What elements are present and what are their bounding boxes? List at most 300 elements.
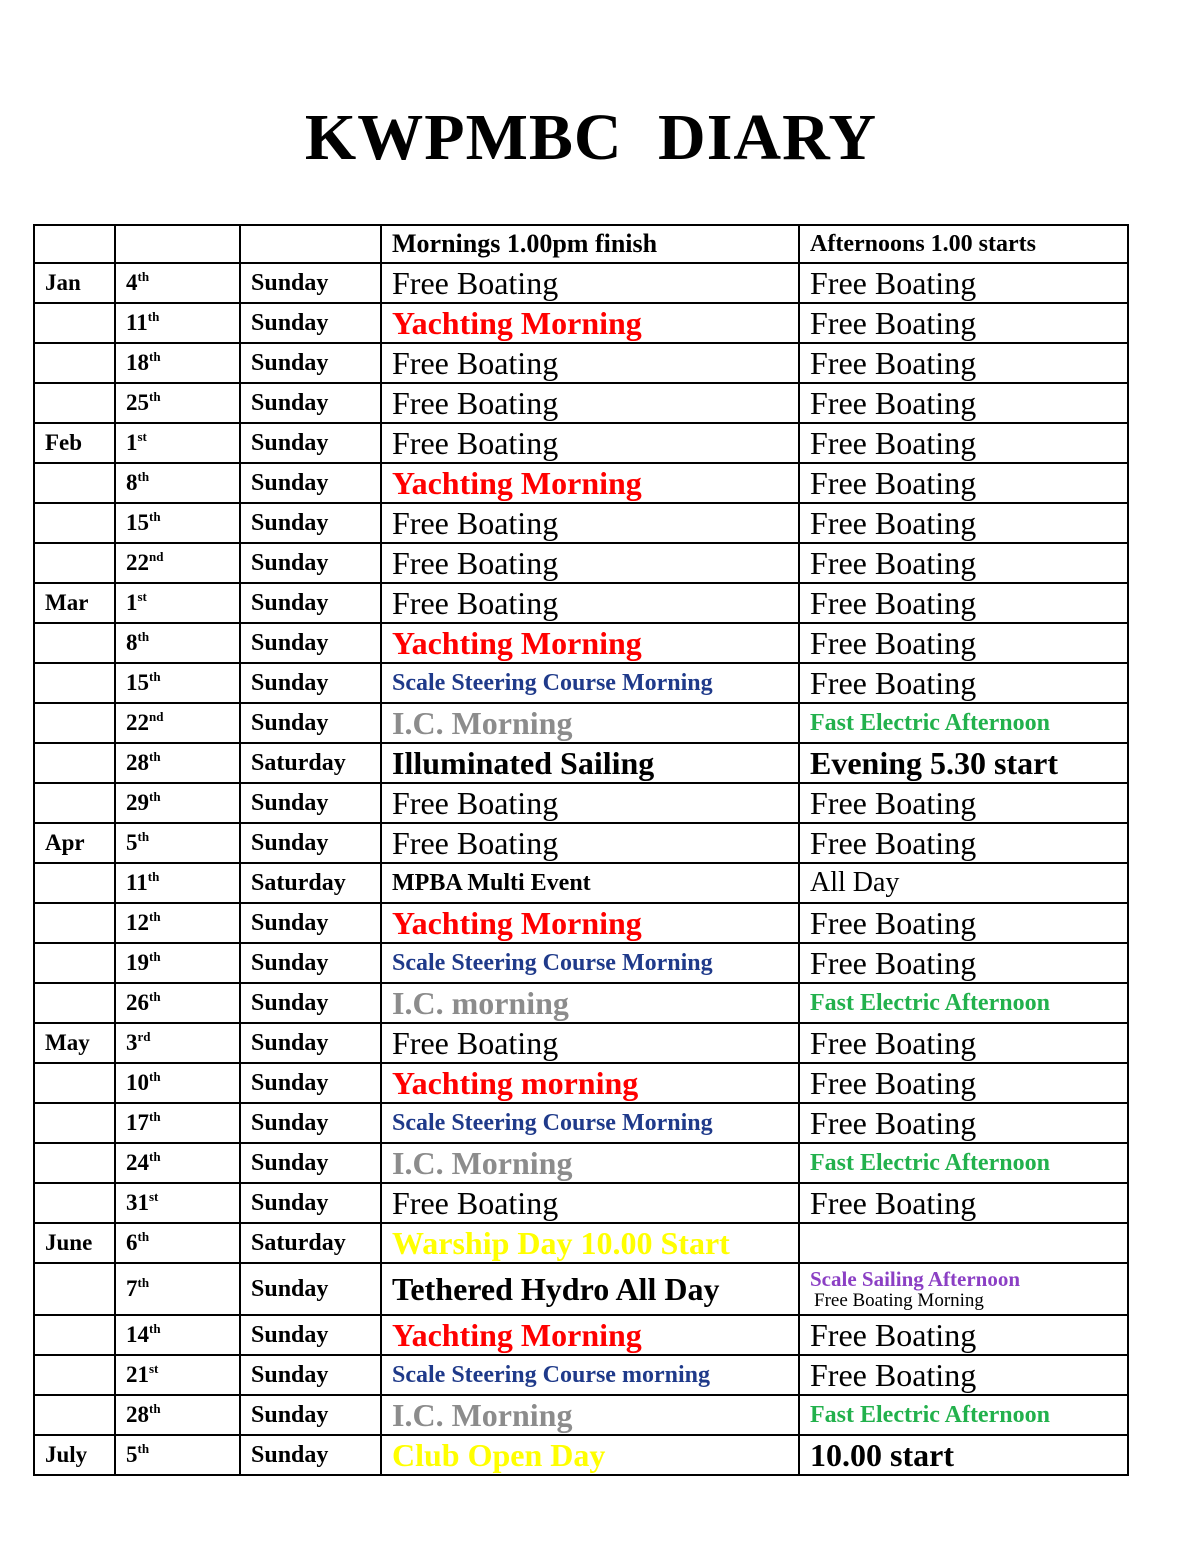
date-cell (115, 263, 240, 303)
afternoon-cell (799, 1395, 1128, 1435)
table-row (34, 943, 1128, 983)
date-cell (115, 343, 240, 383)
morning-cell (381, 303, 799, 343)
afternoon-cell (799, 503, 1128, 543)
afternoon-event: Free Boating (810, 1024, 977, 1061)
date-cell (115, 1063, 240, 1103)
afternoon-cell (799, 1223, 1128, 1263)
month-cell: Mar (34, 583, 115, 623)
morning-event: Free Boating (392, 584, 559, 621)
morning-event: Illuminated Sailing (392, 744, 655, 781)
table-row (34, 543, 1128, 583)
date-number: 15 (126, 670, 149, 695)
afternoon-cell (799, 823, 1128, 863)
date-number: 18 (126, 350, 149, 375)
morning-cell (381, 623, 799, 663)
morning-event: Yachting Morning (392, 904, 642, 941)
day-cell: Sunday (240, 1435, 381, 1475)
afternoon-cell (799, 1103, 1128, 1143)
afternoon-event: Free Boating (810, 504, 977, 541)
afternoon-cell (799, 1063, 1128, 1103)
date-cell (115, 1263, 240, 1315)
day-cell: Sunday (240, 663, 381, 703)
afternoon-event: Evening 5.30 start (810, 744, 1058, 781)
morning-cell (381, 1263, 799, 1315)
date-number: 5 (126, 830, 138, 855)
date-cell (115, 463, 240, 503)
date-cell (115, 783, 240, 823)
morning-cell (381, 263, 799, 303)
date-cell (115, 623, 240, 663)
date-number: 1 (126, 430, 138, 455)
table-header-row (34, 225, 1128, 263)
morning-cell (381, 383, 799, 423)
morning-cell (381, 903, 799, 943)
month-cell: July (34, 1435, 115, 1475)
date-number: 17 (126, 1110, 149, 1135)
day-cell: Sunday (240, 1143, 381, 1183)
date-number: 28 (126, 750, 149, 775)
afternoon-event: Free Boating (810, 1064, 977, 1101)
date-number: 22 (126, 710, 149, 735)
day-cell: Sunday (240, 783, 381, 823)
month-cell (34, 1263, 115, 1315)
afternoon-cell (799, 903, 1128, 943)
afternoon-cell (799, 583, 1128, 623)
day-cell: Sunday (240, 423, 381, 463)
morning-event: Free Boating (392, 784, 559, 821)
morning-event: I.C. morning (392, 984, 569, 1021)
morning-cell (381, 463, 799, 503)
morning-event: Scale Steering Course morning (392, 1361, 710, 1388)
morning-event: I.C. Morning (392, 1396, 573, 1433)
afternoon-cell (799, 1355, 1128, 1395)
month-cell (34, 743, 115, 783)
afternoon-cell (799, 543, 1128, 583)
month-cell (34, 303, 115, 343)
month-cell: Feb (34, 423, 115, 463)
month-cell (34, 1143, 115, 1183)
day-cell: Sunday (240, 1103, 381, 1143)
morning-event: Free Boating (392, 1024, 559, 1061)
date-cell (115, 823, 240, 863)
day-cell: Sunday (240, 903, 381, 943)
date-number: 12 (126, 910, 149, 935)
date-suffix: th (149, 389, 161, 404)
morning-cell (381, 943, 799, 983)
morning-event: I.C. Morning (392, 704, 573, 741)
afternoon-event: Free Boating (810, 264, 977, 301)
morning-cell (381, 423, 799, 463)
date-suffix: th (147, 869, 160, 884)
afternoon-event: Free Boating (810, 904, 977, 941)
diary-table (33, 224, 1129, 1476)
afternoon-cell (799, 343, 1128, 383)
date-suffix: th (137, 829, 150, 844)
morning-cell (381, 1395, 799, 1435)
date-cell (115, 583, 240, 623)
table-row (34, 263, 1128, 303)
page-title: KWPMBC DIARY (304, 101, 878, 174)
date-number: 8 (126, 630, 138, 655)
table-row (34, 1263, 1128, 1315)
morning-event: Yachting Morning (392, 1316, 642, 1353)
day-cell: Sunday (240, 1355, 381, 1395)
morning-cell (381, 983, 799, 1023)
morning-event: Club Open Day (392, 1436, 606, 1473)
afternoon-cell (799, 463, 1128, 503)
month-cell (34, 343, 115, 383)
month-cell (34, 1063, 115, 1103)
afternoon-event: Scale Sailing Afternoon (810, 1267, 1021, 1291)
afternoon-cell (799, 703, 1128, 743)
afternoon-cell (799, 1435, 1128, 1475)
morning-cell (381, 1063, 799, 1103)
morning-event: Free Boating (392, 504, 559, 541)
morning-cell (381, 1143, 799, 1183)
table-row (34, 1143, 1128, 1183)
afternoon-cell (799, 383, 1128, 423)
afternoon-event: Free Boating (810, 464, 977, 501)
header-morning: Mornings 1.00pm finish (381, 225, 799, 263)
afternoon-event: Free Boating (810, 824, 977, 861)
morning-cell (381, 503, 799, 543)
morning-cell (381, 1103, 799, 1143)
table-row (34, 1223, 1128, 1263)
date-suffix: th (149, 789, 161, 804)
date-number: 15 (126, 510, 149, 535)
date-suffix: th (149, 949, 161, 964)
month-cell (34, 1183, 115, 1223)
date-number: 6 (126, 1230, 138, 1255)
morning-event: I.C. Morning (392, 1144, 573, 1181)
table-row (34, 663, 1128, 703)
date-cell (115, 943, 240, 983)
day-cell: Sunday (240, 1183, 381, 1223)
table-row (34, 1023, 1128, 1063)
date-suffix: st (149, 1189, 159, 1204)
date-number: 26 (126, 990, 149, 1015)
date-number: 21 (126, 1362, 149, 1387)
afternoon-event: Free Boating (810, 624, 977, 661)
morning-cell (381, 1023, 799, 1063)
table-row (34, 463, 1128, 503)
date-suffix: st (137, 429, 147, 444)
date-cell (115, 543, 240, 583)
morning-cell (381, 583, 799, 623)
table-row (34, 1435, 1128, 1475)
day-cell: Sunday (240, 983, 381, 1023)
morning-cell (381, 823, 799, 863)
date-number: 11 (126, 870, 148, 895)
afternoon-event: Free Boating (810, 424, 977, 461)
afternoon-cell (799, 783, 1128, 823)
morning-event: Yachting morning (392, 1064, 639, 1101)
month-cell (34, 543, 115, 583)
afternoon-event: Free Boating (810, 1316, 977, 1353)
month-cell (34, 663, 115, 703)
day-cell: Sunday (240, 623, 381, 663)
day-cell: Saturday (240, 1223, 381, 1263)
header-day-cell (240, 225, 381, 263)
date-suffix: th (137, 469, 150, 484)
month-cell (34, 703, 115, 743)
date-number: 19 (126, 950, 149, 975)
table-row (34, 783, 1128, 823)
morning-event: Warship Day 10.00 Start (392, 1224, 730, 1261)
date-number: 10 (126, 1070, 149, 1095)
afternoon-cell (799, 303, 1128, 343)
date-suffix: st (137, 589, 147, 604)
date-cell (115, 863, 240, 903)
date-suffix: th (149, 1069, 161, 1084)
date-cell (115, 1223, 240, 1263)
table-row (34, 303, 1128, 343)
day-cell: Sunday (240, 343, 381, 383)
date-number: 25 (126, 390, 149, 415)
date-cell (115, 1355, 240, 1395)
date-cell (115, 743, 240, 783)
afternoon-event: Free Boating (810, 344, 977, 381)
date-cell (115, 983, 240, 1023)
date-suffix: th (149, 1149, 161, 1164)
date-cell (115, 1103, 240, 1143)
afternoon-event: All Day (810, 867, 900, 898)
date-suffix: th (149, 669, 161, 684)
afternoon-cell (799, 1143, 1128, 1183)
date-number: 28 (126, 1402, 149, 1427)
date-suffix: th (137, 269, 150, 284)
month-cell (34, 783, 115, 823)
day-cell: Sunday (240, 383, 381, 423)
afternoon-cell (799, 263, 1128, 303)
date-cell (115, 423, 240, 463)
date-suffix: th (149, 509, 161, 524)
date-number: 29 (126, 790, 149, 815)
month-cell (34, 983, 115, 1023)
month-cell: June (34, 1223, 115, 1263)
day-cell: Sunday (240, 303, 381, 343)
month-cell (34, 623, 115, 663)
month-cell: Apr (34, 823, 115, 863)
afternoon-cell (799, 1183, 1128, 1223)
day-cell: Sunday (240, 703, 381, 743)
month-cell (34, 463, 115, 503)
table-row (34, 703, 1128, 743)
afternoon-cell (799, 983, 1128, 1023)
month-cell (34, 903, 115, 943)
day-cell: Sunday (240, 463, 381, 503)
date-cell (115, 1395, 240, 1435)
day-cell: Sunday (240, 1395, 381, 1435)
morning-event: Yachting Morning (392, 464, 642, 501)
date-suffix: th (137, 629, 150, 644)
afternoon-cell (799, 943, 1128, 983)
afternoon-note: Free Boating Morning (814, 1290, 984, 1311)
day-cell: Sunday (240, 583, 381, 623)
date-number: 3 (126, 1030, 138, 1055)
table-row (34, 423, 1128, 463)
table-row (34, 983, 1128, 1023)
day-cell: Sunday (240, 1315, 381, 1355)
afternoon-event: Free Boating (810, 784, 977, 821)
date-cell (115, 1023, 240, 1063)
date-suffix: rd (137, 1029, 151, 1044)
date-number: 1 (126, 590, 138, 615)
date-suffix: th (147, 309, 160, 324)
date-cell (115, 663, 240, 703)
afternoon-event: Free Boating (810, 304, 977, 341)
morning-cell (381, 863, 799, 903)
date-suffix: th (149, 1109, 161, 1124)
afternoon-event: 10.00 start (810, 1436, 954, 1473)
date-number: 8 (126, 470, 138, 495)
morning-cell (381, 783, 799, 823)
morning-event: Scale Steering Course Morning (392, 669, 713, 696)
afternoon-event: Free Boating (810, 1356, 977, 1393)
morning-event: Free Boating (392, 264, 559, 301)
morning-cell (381, 743, 799, 783)
date-cell (115, 383, 240, 423)
table-row (34, 383, 1128, 423)
month-cell (34, 1355, 115, 1395)
header-afternoon: Afternoons 1.00 starts (799, 225, 1128, 263)
date-cell (115, 1315, 240, 1355)
day-cell: Sunday (240, 1263, 381, 1315)
day-cell: Sunday (240, 503, 381, 543)
morning-cell (381, 663, 799, 703)
month-cell: Jan (34, 263, 115, 303)
table-row (34, 1395, 1128, 1435)
afternoon-cell (799, 863, 1128, 903)
month-cell (34, 1395, 115, 1435)
morning-event: Free Boating (392, 344, 559, 381)
month-cell (34, 503, 115, 543)
afternoon-cell (799, 423, 1128, 463)
afternoon-cell (799, 743, 1128, 783)
morning-cell (381, 543, 799, 583)
afternoon-cell (799, 1023, 1128, 1063)
date-suffix: nd (149, 549, 164, 564)
date-suffix: nd (149, 709, 164, 724)
morning-cell (381, 703, 799, 743)
table-row (34, 583, 1128, 623)
afternoon-event: Free Boating (810, 384, 977, 421)
morning-event: Scale Steering Course Morning (392, 1109, 713, 1136)
date-number: 22 (126, 550, 149, 575)
afternoon-event: Free Boating (810, 544, 977, 581)
date-cell (115, 1435, 240, 1475)
morning-cell (381, 1355, 799, 1395)
date-cell (115, 903, 240, 943)
day-cell: Sunday (240, 1063, 381, 1103)
afternoon-event: Free Boating (810, 584, 977, 621)
day-cell: Sunday (240, 943, 381, 983)
date-number: 4 (126, 270, 138, 295)
morning-cell (381, 1435, 799, 1475)
header-date-cell (115, 225, 240, 263)
day-cell: Sunday (240, 1023, 381, 1063)
afternoon-event: Fast Electric Afternoon (810, 989, 1050, 1016)
morning-event: Free Boating (392, 384, 559, 421)
date-suffix: th (149, 1321, 161, 1336)
afternoon-event: Free Boating (810, 664, 977, 701)
morning-cell (381, 1183, 799, 1223)
date-suffix: th (149, 989, 161, 1004)
table-row (34, 1183, 1128, 1223)
table-row (34, 1355, 1128, 1395)
table-row (34, 823, 1128, 863)
morning-event: Scale Steering Course Morning (392, 949, 713, 976)
morning-event: Free Boating (392, 1184, 559, 1221)
date-number: 5 (126, 1442, 138, 1467)
morning-cell (381, 1223, 799, 1263)
morning-event: Yachting Morning (392, 624, 642, 661)
date-cell (115, 703, 240, 743)
month-cell: May (34, 1023, 115, 1063)
date-cell (115, 503, 240, 543)
month-cell (34, 863, 115, 903)
afternoon-event: Fast Electric Afternoon (810, 709, 1050, 736)
day-cell: Sunday (240, 263, 381, 303)
table-row (34, 343, 1128, 383)
morning-event: Tethered Hydro All Day (392, 1270, 720, 1307)
table-row (34, 1315, 1128, 1355)
day-cell: Sunday (240, 543, 381, 583)
date-suffix: th (137, 1229, 150, 1244)
date-number: 31 (126, 1190, 149, 1215)
afternoon-cell (799, 663, 1128, 703)
date-number: 11 (126, 310, 148, 335)
table-row (34, 903, 1128, 943)
header-month-cell (34, 225, 115, 263)
afternoon-event: Free Boating (810, 944, 977, 981)
month-cell (34, 383, 115, 423)
morning-event: MPBA Multi Event (392, 869, 591, 896)
date-number: 24 (126, 1150, 149, 1175)
date-number: 14 (126, 1322, 149, 1347)
afternoon-cell (799, 623, 1128, 663)
table-row (34, 623, 1128, 663)
date-suffix: th (149, 909, 161, 924)
month-cell (34, 943, 115, 983)
day-cell: Sunday (240, 823, 381, 863)
table-row (34, 743, 1128, 783)
day-cell: Saturday (240, 863, 381, 903)
table-row (34, 863, 1128, 903)
date-suffix: th (137, 1275, 150, 1290)
afternoon-event: Fast Electric Afternoon (810, 1401, 1050, 1428)
afternoon-cell (799, 1315, 1128, 1355)
date-suffix: st (149, 1361, 159, 1376)
date-cell (115, 1143, 240, 1183)
day-cell: Saturday (240, 743, 381, 783)
month-cell (34, 1103, 115, 1143)
date-suffix: th (149, 749, 161, 764)
date-suffix: th (149, 349, 161, 364)
morning-event: Free Boating (392, 424, 559, 461)
morning-event: Free Boating (392, 544, 559, 581)
morning-event: Yachting Morning (392, 304, 642, 341)
date-number: 7 (126, 1276, 138, 1301)
afternoon-event: Fast Electric Afternoon (810, 1149, 1050, 1176)
afternoon-cell (799, 1263, 1128, 1315)
morning-cell (381, 1315, 799, 1355)
table-row (34, 1063, 1128, 1103)
afternoon-event: Free Boating (810, 1104, 977, 1141)
date-cell (115, 303, 240, 343)
date-cell (115, 1183, 240, 1223)
